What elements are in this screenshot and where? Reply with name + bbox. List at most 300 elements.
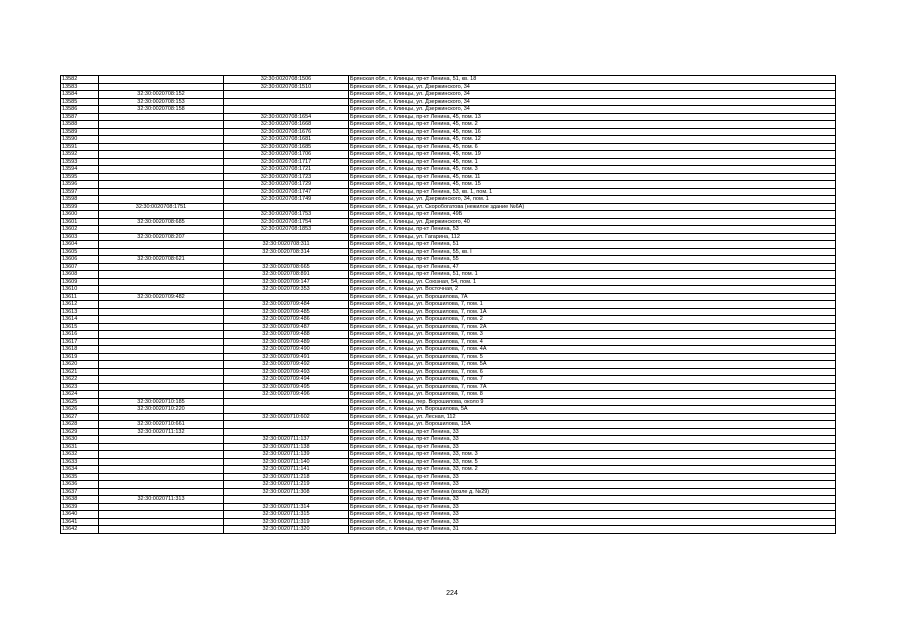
address-cell: Брянская обл., г. Клинцы, пр-кт Ленина, 33 [349, 428, 836, 436]
table-row [61, 106, 836, 114]
row-number-cell: 13587 [61, 113, 99, 121]
object-cadastral-number-cell [224, 406, 349, 414]
object-cadastral-number-cell [224, 106, 349, 114]
row-number-cell: 13627 [61, 413, 99, 421]
address-cell: Брянская обл., г. Клинцы, пр-кт Ленина, 31 [349, 526, 836, 534]
object-cadastral-number-cell: 32:30:0020708:665 [224, 263, 349, 271]
object-cadastral-number-cell: 32:30:0020711:141 [224, 466, 349, 474]
parcel-cadastral-number-cell [99, 368, 224, 376]
address-cell: Брянская обл., г. Клинцы, пр-кт Ленина, 45, пом. 3 [349, 166, 836, 174]
parcel-cadastral-number-cell: 32:30:0020708:685 [99, 218, 224, 226]
table-row [61, 76, 836, 84]
parcel-cadastral-number-cell [99, 83, 224, 91]
row-number-cell: 13634 [61, 466, 99, 474]
object-cadastral-number-cell: 32:30:0020708:1506 [224, 76, 349, 84]
table-row [61, 233, 836, 241]
address-cell: Брянская обл., г. Клинцы, ул. Ворошилова, 7, пом. 6 [349, 368, 836, 376]
address-cell: Брянская обл., г. Клинцы, пер. Ворошилова, около 9 [349, 398, 836, 406]
row-number-cell: 13595 [61, 173, 99, 181]
row-number-cell: 13593 [61, 158, 99, 166]
address-cell: Брянская обл., г. Клинцы, ул. Дзержинского, 34 [349, 83, 836, 91]
parcel-cadastral-number-cell [99, 466, 224, 474]
object-cadastral-number-cell: 32:30:0020709:486 [224, 316, 349, 324]
address-cell: Брянская обл., г. Клинцы, ул. Ворошилова, 7, пом. 7А [349, 383, 836, 391]
address-cell: Брянская обл., г. Клинцы, ул. Скоробогатова (нежилое здание №6А) [349, 203, 836, 211]
object-cadastral-number-cell: 32:30:0020708:1753 [224, 211, 349, 219]
address-cell: Брянская обл., г. Клинцы, ул. Ворошилова, 7, пом. 5 [349, 353, 836, 361]
row-number-cell: 13609 [61, 278, 99, 286]
object-cadastral-number-cell: 32:30:0020708:1668 [224, 121, 349, 129]
row-number-cell: 13583 [61, 83, 99, 91]
parcel-cadastral-number-cell [99, 173, 224, 181]
address-cell: Брянская обл., г. Клинцы, ул. Ворошилова, 7, пом. 3 [349, 331, 836, 339]
table-row [61, 406, 836, 414]
object-cadastral-number-cell: 32:30:0020708:1853 [224, 226, 349, 234]
table-row [61, 323, 836, 331]
object-cadastral-number-cell: 32:30:0020709:147 [224, 278, 349, 286]
address-cell: Брянская обл., г. Клинцы, пр-кт Ленина, 51, пом. 1 [349, 271, 836, 279]
table-row [61, 518, 836, 526]
parcel-cadastral-number-cell [99, 323, 224, 331]
table-row [61, 271, 836, 279]
table-row [61, 278, 836, 286]
row-number-cell: 13641 [61, 518, 99, 526]
table-row [61, 488, 836, 496]
parcel-cadastral-number-cell [99, 188, 224, 196]
object-cadastral-number-cell: 32:30:0020711:319 [224, 518, 349, 526]
object-cadastral-number-cell: 32:30:0020709:495 [224, 383, 349, 391]
object-cadastral-number-cell: 32:30:0020711:219 [224, 481, 349, 489]
table-row [61, 413, 836, 421]
parcel-cadastral-number-cell [99, 166, 224, 174]
table-row [61, 428, 836, 436]
row-number-cell: 13590 [61, 136, 99, 144]
parcel-cadastral-number-cell: 32:30:0020708:207 [99, 233, 224, 241]
object-cadastral-number-cell: 32:30:0020709:493 [224, 368, 349, 376]
parcel-cadastral-number-cell [99, 383, 224, 391]
parcel-cadastral-number-cell [99, 248, 224, 256]
object-cadastral-number-cell: 32:30:0020709:490 [224, 346, 349, 354]
address-cell: Брянская обл., г. Клинцы, пр-кт Ленина, 33 [349, 496, 836, 504]
object-cadastral-number-cell: 32:30:0020708:1747 [224, 188, 349, 196]
address-cell: Брянская обл., г. Клинцы, ул. Ворошилова, 15А [349, 421, 836, 429]
object-cadastral-number-cell: 32:30:0020711:138 [224, 443, 349, 451]
registry-table [60, 75, 836, 534]
row-number-cell: 13615 [61, 323, 99, 331]
row-number-cell: 13610 [61, 286, 99, 294]
parcel-cadastral-number-cell [99, 338, 224, 346]
address-cell: Брянская обл., г. Клинцы, пр-кт Ленина, 47 [349, 263, 836, 271]
address-cell: Брянская обл., г. Клинцы, пр-кт Ленина, 53, кв. 1, пом. 1 [349, 188, 836, 196]
object-cadastral-number-cell: 32:30:0020711:315 [224, 511, 349, 519]
row-number-cell: 13597 [61, 188, 99, 196]
row-number-cell: 13622 [61, 376, 99, 384]
parcel-cadastral-number-cell [99, 241, 224, 249]
parcel-cadastral-number-cell [99, 488, 224, 496]
table-row [61, 301, 836, 309]
object-cadastral-number-cell: 32:30:0020708:1729 [224, 181, 349, 189]
object-cadastral-number-cell [224, 203, 349, 211]
object-cadastral-number-cell: 32:30:0020709:491 [224, 353, 349, 361]
address-cell: Брянская обл., г. Клинцы, ул. Гагарина, 112 [349, 233, 836, 241]
row-number-cell: 13620 [61, 361, 99, 369]
row-number-cell: 13629 [61, 428, 99, 436]
address-cell: Брянская обл., г. Клинцы, ул. Лесная, 112 [349, 413, 836, 421]
address-cell: Брянская обл., г. Клинцы, пр-кт Ленина, 45, пом. 13 [349, 113, 836, 121]
row-number-cell: 13604 [61, 241, 99, 249]
address-cell: Брянская обл., г. Клинцы, ул. Ворошилова, 7, пом. 2 [349, 316, 836, 324]
address-cell: Брянская обл., г. Клинцы, пр-кт Ленина, 33 [349, 443, 836, 451]
parcel-cadastral-number-cell [99, 361, 224, 369]
table-row [61, 361, 836, 369]
table-row [61, 473, 836, 481]
object-cadastral-number-cell: 32:30:0020709:485 [224, 308, 349, 316]
address-cell: Брянская обл., г. Клинцы, пр-кт Ленина, 45, пом. 16 [349, 128, 836, 136]
table-row [61, 211, 836, 219]
registry-table-body [61, 76, 836, 534]
row-number-cell: 13636 [61, 481, 99, 489]
row-number-cell: 13586 [61, 106, 99, 114]
row-number-cell: 13614 [61, 316, 99, 324]
object-cadastral-number-cell: 32:30:0020711:314 [224, 503, 349, 511]
parcel-cadastral-number-cell [99, 271, 224, 279]
row-number-cell: 13628 [61, 421, 99, 429]
parcel-cadastral-number-cell [99, 136, 224, 144]
table-row [61, 91, 836, 99]
table-row [61, 136, 836, 144]
object-cadastral-number-cell: 32:30:0020708:314 [224, 248, 349, 256]
object-cadastral-number-cell: 32:30:0020711:137 [224, 436, 349, 444]
address-cell: Брянская обл., г. Клинцы, ул. Ворошилова, 7, пом. 8 [349, 391, 836, 399]
address-cell: Брянская обл., г. Клинцы, пр-кт Ленина, 45, пом. 12 [349, 136, 836, 144]
address-cell: Брянская обл., г. Клинцы, пр-кт Ленина, 51, кв. 18 [349, 76, 836, 84]
row-number-cell: 13639 [61, 503, 99, 511]
address-cell: Брянская обл., г. Клинцы, ул. Дзержинского, 34 [349, 106, 836, 114]
object-cadastral-number-cell: 32:30:0020711:218 [224, 473, 349, 481]
row-number-cell: 13635 [61, 473, 99, 481]
object-cadastral-number-cell: 32:30:0020708:311 [224, 241, 349, 249]
row-number-cell: 13642 [61, 526, 99, 534]
row-number-cell: 13625 [61, 398, 99, 406]
address-cell: Брянская обл., г. Клинцы, пр-кт Ленина, 33, пом. 3 [349, 451, 836, 459]
row-number-cell: 13603 [61, 233, 99, 241]
address-cell: Брянская обл., г. Клинцы, ул. Ворошилова, 7, пом. 2А [349, 323, 836, 331]
table-row [61, 203, 836, 211]
table-row [61, 226, 836, 234]
object-cadastral-number-cell [224, 293, 349, 301]
table-row [61, 196, 836, 204]
address-cell: Брянская обл., г. Клинцы, ул. Союзная, 54, пом. 1 [349, 278, 836, 286]
address-cell: Брянская обл., г. Клинцы, пр-кт Ленина, 45, пом. 19 [349, 151, 836, 159]
object-cadastral-number-cell: 32:30:0020709:353 [224, 286, 349, 294]
address-cell: Брянская обл., г. Клинцы, пр-кт Ленина, 33 [349, 436, 836, 444]
row-number-cell: 13608 [61, 271, 99, 279]
table-row [61, 466, 836, 474]
table-row [61, 376, 836, 384]
table-row [61, 248, 836, 256]
parcel-cadastral-number-cell [99, 76, 224, 84]
row-number-cell: 13605 [61, 248, 99, 256]
object-cadastral-number-cell [224, 91, 349, 99]
row-number-cell: 13599 [61, 203, 99, 211]
table-row [61, 481, 836, 489]
row-number-cell: 13589 [61, 128, 99, 136]
parcel-cadastral-number-cell [99, 376, 224, 384]
parcel-cadastral-number-cell [99, 158, 224, 166]
address-cell: Брянская обл., г. Клинцы, пр-кт Ленина, 33 [349, 511, 836, 519]
row-number-cell: 13602 [61, 226, 99, 234]
address-cell: Брянская обл., г. Клинцы, пр-кт Ленина, 53 [349, 226, 836, 234]
object-cadastral-number-cell: 32:30:0020709:488 [224, 331, 349, 339]
parcel-cadastral-number-cell: 32:30:0020710:661 [99, 421, 224, 429]
address-cell: Брянская обл., г. Клинцы, пр-кт Ленина, 45, пом. 11 [349, 173, 836, 181]
address-cell: Брянская обл., г. Клинцы, ул. Дзержинского, 40 [349, 218, 836, 226]
address-cell: Брянская обл., г. Клинцы, ул. Дзержинского, 34, пом. 1 [349, 196, 836, 204]
row-number-cell: 13638 [61, 496, 99, 504]
table-row [61, 338, 836, 346]
parcel-cadastral-number-cell [99, 308, 224, 316]
table-row [61, 256, 836, 264]
parcel-cadastral-number-cell [99, 451, 224, 459]
address-cell: Брянская обл., г. Клинцы, пр-кт Ленина, 33, пом. 2 [349, 466, 836, 474]
table-row [61, 83, 836, 91]
object-cadastral-number-cell: 32:30:0020708:1654 [224, 113, 349, 121]
row-number-cell: 13617 [61, 338, 99, 346]
object-cadastral-number-cell: 32:30:0020709:494 [224, 376, 349, 384]
table-row [61, 443, 836, 451]
object-cadastral-number-cell: 32:30:0020708:1754 [224, 218, 349, 226]
address-cell: Брянская обл., г. Клинцы, ул. Ворошилова, 7, пом. 4 [349, 338, 836, 346]
table-row [61, 308, 836, 316]
table-row [61, 218, 836, 226]
object-cadastral-number-cell: 32:30:0020708:1723 [224, 173, 349, 181]
row-number-cell: 13623 [61, 383, 99, 391]
table-row [61, 241, 836, 249]
table-row [61, 316, 836, 324]
object-cadastral-number-cell: 32:30:0020709:489 [224, 338, 349, 346]
table-row [61, 331, 836, 339]
table-row [61, 151, 836, 159]
object-cadastral-number-cell: 32:30:0020711:139 [224, 451, 349, 459]
address-cell: Брянская обл., г. Клинцы, ул. Восточная, 2 [349, 286, 836, 294]
object-cadastral-number-cell: 32:30:0020708:1749 [224, 196, 349, 204]
object-cadastral-number-cell [224, 428, 349, 436]
row-number-cell: 13598 [61, 196, 99, 204]
object-cadastral-number-cell: 32:30:0020709:496 [224, 391, 349, 399]
object-cadastral-number-cell: 32:30:0020711:308 [224, 488, 349, 496]
table-row [61, 286, 836, 294]
address-cell: Брянская обл., г. Клинцы, ул. Ворошилова, 7, пом. 1А [349, 308, 836, 316]
table-row [61, 353, 836, 361]
table-row [61, 383, 836, 391]
parcel-cadastral-number-cell [99, 196, 224, 204]
address-cell: Брянская обл., г. Клинцы, пр-кт Ленина, 51 [349, 241, 836, 249]
row-number-cell: 13630 [61, 436, 99, 444]
row-number-cell: 13637 [61, 488, 99, 496]
address-cell: Брянская обл., г. Клинцы, пр-кт Ленина (возле д. №29) [349, 488, 836, 496]
object-cadastral-number-cell: 32:30:0020708:891 [224, 271, 349, 279]
table-row [61, 128, 836, 136]
row-number-cell: 13594 [61, 166, 99, 174]
table-row [61, 346, 836, 354]
parcel-cadastral-number-cell [99, 286, 224, 294]
object-cadastral-number-cell: 32:30:0020709:492 [224, 361, 349, 369]
object-cadastral-number-cell [224, 256, 349, 264]
parcel-cadastral-number-cell: 32:30:0020708:621 [99, 256, 224, 264]
parcel-cadastral-number-cell [99, 511, 224, 519]
parcel-cadastral-number-cell [99, 346, 224, 354]
address-cell: Брянская обл., г. Клинцы, ул. Ворошилова, 7, пом. 7 [349, 376, 836, 384]
table-row [61, 121, 836, 129]
row-number-cell: 13612 [61, 301, 99, 309]
table-row [61, 143, 836, 151]
object-cadastral-number-cell [224, 233, 349, 241]
object-cadastral-number-cell: 32:30:0020711:320 [224, 526, 349, 534]
table-row [61, 173, 836, 181]
parcel-cadastral-number-cell: 32:30:0020708:153 [99, 98, 224, 106]
address-cell: Брянская обл., г. Клинцы, пр-кт Ленина, 49Б [349, 211, 836, 219]
row-number-cell: 13585 [61, 98, 99, 106]
row-number-cell: 13606 [61, 256, 99, 264]
table-row [61, 503, 836, 511]
object-cadastral-number-cell: 32:30:0020711:140 [224, 458, 349, 466]
row-number-cell: 13633 [61, 458, 99, 466]
table-row [61, 421, 836, 429]
row-number-cell: 13621 [61, 368, 99, 376]
parcel-cadastral-number-cell [99, 436, 224, 444]
address-cell: Брянская обл., г. Клинцы, пр-кт Ленина, 45, пом. 2 [349, 121, 836, 129]
table-row [61, 526, 836, 534]
address-cell: Брянская обл., г. Клинцы, ул. Ворошилова, 7, пом. 5А [349, 361, 836, 369]
address-cell: Брянская обл., г. Клинцы, пр-кт Ленина, 45, пом. 6 [349, 143, 836, 151]
parcel-cadastral-number-cell: 32:30:0020710:220 [99, 406, 224, 414]
row-number-cell: 13592 [61, 151, 99, 159]
row-number-cell: 13601 [61, 218, 99, 226]
row-number-cell: 13618 [61, 346, 99, 354]
parcel-cadastral-number-cell [99, 391, 224, 399]
row-number-cell: 13624 [61, 391, 99, 399]
object-cadastral-number-cell [224, 421, 349, 429]
parcel-cadastral-number-cell [99, 226, 224, 234]
row-number-cell: 13632 [61, 451, 99, 459]
parcel-cadastral-number-cell: 32:30:0020708:158 [99, 106, 224, 114]
address-cell: Брянская обл., г. Клинцы, пр-кт Ленина, 45, пом. 1 [349, 158, 836, 166]
parcel-cadastral-number-cell [99, 121, 224, 129]
row-number-cell: 13600 [61, 211, 99, 219]
parcel-cadastral-number-cell [99, 143, 224, 151]
parcel-cadastral-number-cell: 32:30:0020709:482 [99, 293, 224, 301]
table-row [61, 398, 836, 406]
object-cadastral-number-cell: 32:30:0020708:1685 [224, 143, 349, 151]
address-cell: Брянская обл., г. Клинцы, пр-кт Ленина, 55, кв. I [349, 248, 836, 256]
table-row [61, 113, 836, 121]
parcel-cadastral-number-cell [99, 518, 224, 526]
row-number-cell: 13616 [61, 331, 99, 339]
address-cell: Брянская обл., г. Клинцы, ул. Ворошилова, 7А [349, 293, 836, 301]
address-cell: Брянская обл., г. Клинцы, ул. Ворошилова, 7, пом. 4А [349, 346, 836, 354]
row-number-cell: 13582 [61, 76, 99, 84]
parcel-cadastral-number-cell: 32:30:0020711:132 [99, 428, 224, 436]
parcel-cadastral-number-cell [99, 316, 224, 324]
table-row [61, 458, 836, 466]
parcel-cadastral-number-cell: 32:30:0020710:185 [99, 398, 224, 406]
object-cadastral-number-cell: 32:30:0020708:1706 [224, 151, 349, 159]
parcel-cadastral-number-cell [99, 211, 224, 219]
parcel-cadastral-number-cell [99, 413, 224, 421]
table-row [61, 263, 836, 271]
parcel-cadastral-number-cell [99, 263, 224, 271]
object-cadastral-number-cell [224, 398, 349, 406]
table-row [61, 436, 836, 444]
parcel-cadastral-number-cell [99, 181, 224, 189]
table-row [61, 188, 836, 196]
row-number-cell: 13613 [61, 308, 99, 316]
address-cell: Брянская обл., г. Клинцы, пр-кт Ленина, 33 [349, 503, 836, 511]
parcel-cadastral-number-cell [99, 503, 224, 511]
parcel-cadastral-number-cell [99, 113, 224, 121]
parcel-cadastral-number-cell [99, 526, 224, 534]
row-number-cell: 13607 [61, 263, 99, 271]
address-cell: Брянская обл., г. Клинцы, ул. Дзержинского, 34 [349, 98, 836, 106]
parcel-cadastral-number-cell [99, 353, 224, 361]
table-row [61, 158, 836, 166]
parcel-cadastral-number-cell [99, 151, 224, 159]
parcel-cadastral-number-cell [99, 481, 224, 489]
page-number: 224 [446, 590, 458, 597]
parcel-cadastral-number-cell: 32:30:0020708:152 [99, 91, 224, 99]
object-cadastral-number-cell: 32:30:0020708:1717 [224, 158, 349, 166]
parcel-cadastral-number-cell [99, 458, 224, 466]
table-row [61, 181, 836, 189]
row-number-cell: 13611 [61, 293, 99, 301]
object-cadastral-number-cell: 32:30:0020708:1676 [224, 128, 349, 136]
row-number-cell: 13631 [61, 443, 99, 451]
object-cadastral-number-cell: 32:30:0020708:1510 [224, 83, 349, 91]
parcel-cadastral-number-cell [99, 278, 224, 286]
address-cell: Брянская обл., г. Клинцы, пр-кт Ленина, 55 [349, 256, 836, 264]
object-cadastral-number-cell: 32:30:0020710:602 [224, 413, 349, 421]
parcel-cadastral-number-cell: 32:30:0020711:313 [99, 496, 224, 504]
object-cadastral-number-cell [224, 98, 349, 106]
table-row [61, 496, 836, 504]
parcel-cadastral-number-cell [99, 473, 224, 481]
row-number-cell: 13619 [61, 353, 99, 361]
address-cell: Брянская обл., г. Клинцы, пр-кт Ленина, 45, пом. 15 [349, 181, 836, 189]
address-cell: Брянская обл., г. Клинцы, ул. Дзержинского, 34 [349, 91, 836, 99]
table-row [61, 391, 836, 399]
row-number-cell: 13596 [61, 181, 99, 189]
row-number-cell: 13591 [61, 143, 99, 151]
row-number-cell: 13584 [61, 91, 99, 99]
table-row [61, 368, 836, 376]
parcel-cadastral-number-cell [99, 443, 224, 451]
object-cadastral-number-cell: 32:30:0020708:1681 [224, 136, 349, 144]
table-row [61, 166, 836, 174]
table-row [61, 293, 836, 301]
address-cell: Брянская обл., г. Клинцы, ул. Ворошилова, 5А [349, 406, 836, 414]
object-cadastral-number-cell: 32:30:0020709:484 [224, 301, 349, 309]
address-cell: Брянская обл., г. Клинцы, пр-кт Ленина, 33 [349, 473, 836, 481]
object-cadastral-number-cell [224, 496, 349, 504]
table-row [61, 98, 836, 106]
object-cadastral-number-cell: 32:30:0020709:487 [224, 323, 349, 331]
parcel-cadastral-number-cell [99, 128, 224, 136]
address-cell: Брянская обл., г. Клинцы, пр-кт Ленина, 33 [349, 481, 836, 489]
object-cadastral-number-cell: 32:30:0020708:1721 [224, 166, 349, 174]
address-cell: Брянская обл., г. Клинцы, пр-кт Ленина, 33, пом. 5 [349, 458, 836, 466]
address-cell: Брянская обл., г. Клинцы, пр-кт Ленина, 33 [349, 518, 836, 526]
table-row [61, 451, 836, 459]
